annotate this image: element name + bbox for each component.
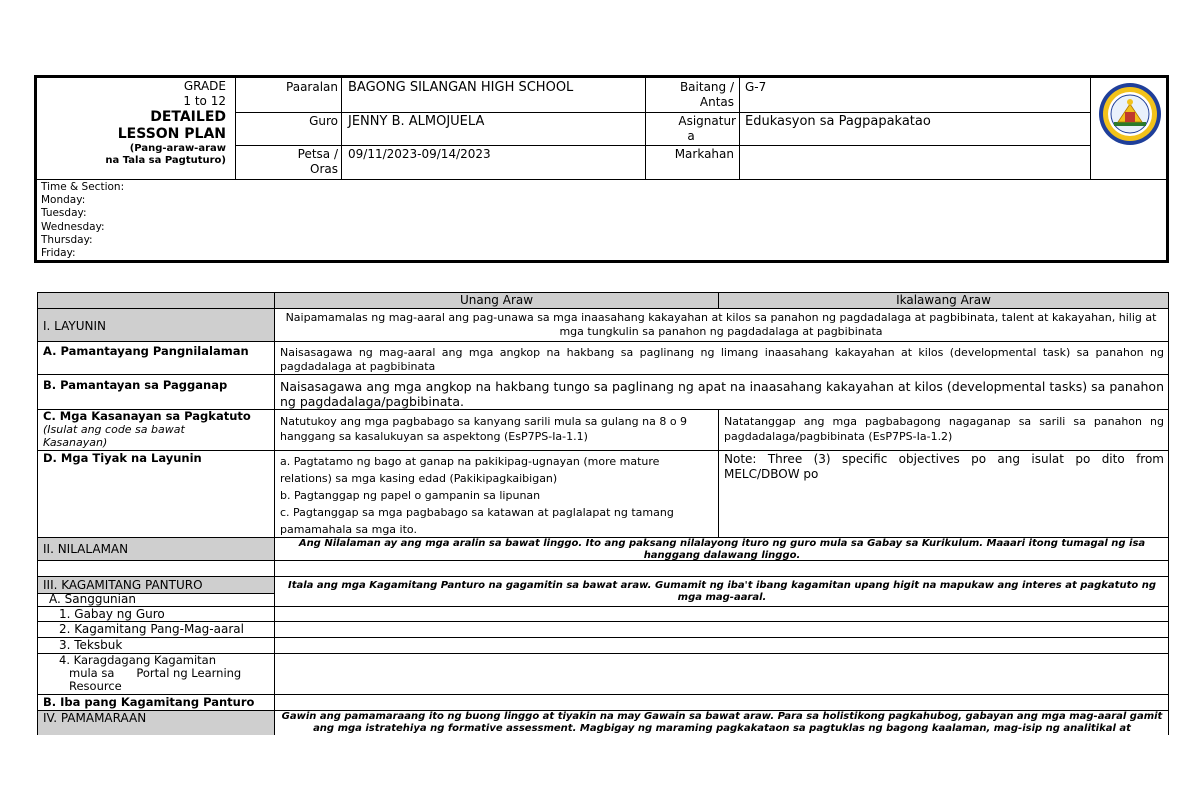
teacher-label-text: Guro <box>309 114 338 128</box>
teacher-value: JENNY B. ALMOJUELA <box>348 114 485 129</box>
nilalaman-label: II. NILALAMAN <box>43 542 129 556</box>
grade-level-label-line2: Antas <box>699 95 734 109</box>
kasanayan-day1: Natutukoy ang mga pagbabago sa kanyang sarili mula sa gulang na 8 o 9 hanggang sa kasalukuyan sa aspektong (EsP7PS-Ia-1.1) <box>280 415 688 443</box>
tiyak-day2: Note: Three (3) specific objectives po ang isulat po dito from MELC/DBOW po <box>724 452 1164 481</box>
karagdagang-line1: 4. Karagdagang Kagamitan <box>59 653 217 667</box>
quarter-label <box>646 147 734 162</box>
deped-seal-logo <box>1098 82 1162 146</box>
kasanayan-day2: Natatanggap ang mga pagbabagong nagaganap sa sarili sa panahon ng pagdadalaga/pagbibinata (EsP7PS-Ia-1.2) <box>724 415 1164 443</box>
doc-title-line1: DETAILED <box>150 109 226 125</box>
doc-subtitle-line2: na Tala sa Pagtuturo) <box>105 155 226 166</box>
date-label <box>236 147 338 177</box>
date-label-line2: Oras <box>310 162 338 176</box>
tiyak-label: D. Mga Tiyak na Layunin <box>43 451 202 465</box>
kagamitan-text: Itala ang mga Kagamitang Panturo na gagamitin sa bawat araw. Gumamit ng iba't ibang kagamitan upang higit na mapukaw ang interes at pagkatuto ng mga mag-aaral. <box>288 580 1156 603</box>
date-label-line1: Petsa / <box>297 147 338 161</box>
day1-header: Unang Araw <box>459 293 534 307</box>
schedule-friday: Friday: <box>41 247 76 260</box>
day2-header: Ikalawang Araw <box>896 293 991 307</box>
schedule-thursday: Thursday: <box>41 233 93 246</box>
pang-mag-aaral-label: 2. Kagamitang Pang-Mag-aaral <box>59 622 244 636</box>
grade-level-label-line1: Baitang / <box>679 80 734 94</box>
kasanayan-note-line2: Kasanayan) <box>43 436 108 449</box>
school-label <box>236 80 338 95</box>
schedule-tuesday: Tuesday: <box>41 207 87 220</box>
date-value: 09/11/2023-09/14/2023 <box>348 147 491 161</box>
kagamitan-label: III. KAGAMITANG PANTURO <box>43 578 203 592</box>
teksbuk-label: 3. Teksbuk <box>59 638 123 652</box>
school-label-text: Paaralan <box>286 80 338 94</box>
doc-subtitle-line1: (Pang-araw-araw <box>129 143 226 154</box>
subject-label-line2: a <box>687 129 695 143</box>
schedule-monday: Monday: <box>41 194 86 207</box>
karagdagang-line3: Resource <box>69 679 122 693</box>
tiyak-day1-list <box>280 453 714 538</box>
grade-level-value: G-7 <box>745 80 767 94</box>
karagdagang-line2: mula sa Portal ng Learning <box>69 666 242 680</box>
layunin-label: I. LAYUNIN <box>43 319 107 333</box>
tiyak-day1-item-b: b. Pagtanggap ng papel o gampanin sa lipunan <box>280 489 541 502</box>
gabay-ng-guro-label: 1. Gabay ng Guro <box>59 607 165 621</box>
kasanayan-label-block <box>43 410 273 449</box>
grade-level-label <box>646 80 734 110</box>
grade-block <box>36 79 226 167</box>
schedule-block <box>41 181 441 260</box>
subject-label <box>646 114 736 144</box>
pagganap-text: Naisasagawa ang mga angkop na hakbang tungo sa paglinang ng apat na inaasahang kakayahan at kilos (developmental tasks) sa panahon ng pagdadalaga/pagbibinata. <box>280 379 1164 409</box>
schedule-time-section: Time & Section: <box>41 181 125 193</box>
kasanayan-note-line1: (Isulat ang code sa bawat <box>43 423 185 436</box>
teacher-label <box>236 114 338 129</box>
sanggunian-label: A. Sanggunian <box>49 592 136 606</box>
iba-pang-kagamitan-label: B. Iba pang Kagamitang Panturo <box>43 695 255 709</box>
nilalaman-text: Ang Nilalaman ay ang mga aralin sa bawat linggo. Ito ang paksang nilalayong ituro ng guro mula sa Gabay sa Kurikulum. Maaari itong tumagal ng isa hanggang dalawang linggo. <box>298 538 1146 561</box>
karagdagang-label <box>59 654 273 693</box>
school-value: BAGONG SILANGAN HIGH SCHOOL <box>348 80 574 95</box>
grade-range: 1 to 12 <box>183 94 226 108</box>
schedule-wednesday: Wednesday: <box>41 220 105 233</box>
pangnilalaman-text: Naisasagawa ng mag-aaral ang mga angkop na hakbang sa paglinang ng limang inaasahang kakayahan at kilos (developmental task) sa panahon ng pagdadalaga at pagbibinata <box>280 346 1164 373</box>
pagganap-label: B. Pamantayan sa Pagganap <box>43 378 228 392</box>
grade-label: GRADE <box>183 79 226 93</box>
pamamaraan-label: IV. PAMAMARAAN <box>43 711 147 725</box>
tiyak-day1-item-a: a. Pagtatamo ng bago at ganap na pakikipag-ugnayan (more mature relations) sa mga kasing edad (Pakikipagkaibigan) <box>280 455 660 485</box>
subject-value: Edukasyon sa Pagpapakatao <box>745 114 931 129</box>
pamamaraan-text: Gawin ang pamamaraang ito ng buong linggo at tiyakin na may Gawain sa bawat araw. Para sa holistikong pagkahubog, gabayan ang mga mag-aaral gamit ang mga istratehiya ng formative assessment. Magbigay ng maraming pagkakataon sa pagtuklas ng bagong kaalaman, mag-isip ng analitikal at <box>281 711 1163 734</box>
pangnilalaman-label: A. Pamantayang Pangnilalaman <box>43 344 249 358</box>
quarter-label-text: Markahan <box>674 147 734 161</box>
tiyak-day1-item-c: c. Pagtanggap sa mga pagbabago sa katawan at paglalapat ng tamang pamamahala sa mga ito. <box>280 506 674 536</box>
subject-label-line1: Asignatur <box>678 114 736 128</box>
doc-title-line2: LESSON PLAN <box>117 126 226 142</box>
kasanayan-label: C. Mga Kasanayan sa Pagkatuto <box>43 409 251 423</box>
layunin-text: Naipamamalas ng mag-aaral ang pag-unawa sa mga inaasahang kakayahan at kilos sa panahon ng pagdadalaga at pagbibinata, talent at kakayahan, hilig at mga tungkulin sa panahon ng pagdadalaga at pagbibinata <box>285 311 1157 338</box>
